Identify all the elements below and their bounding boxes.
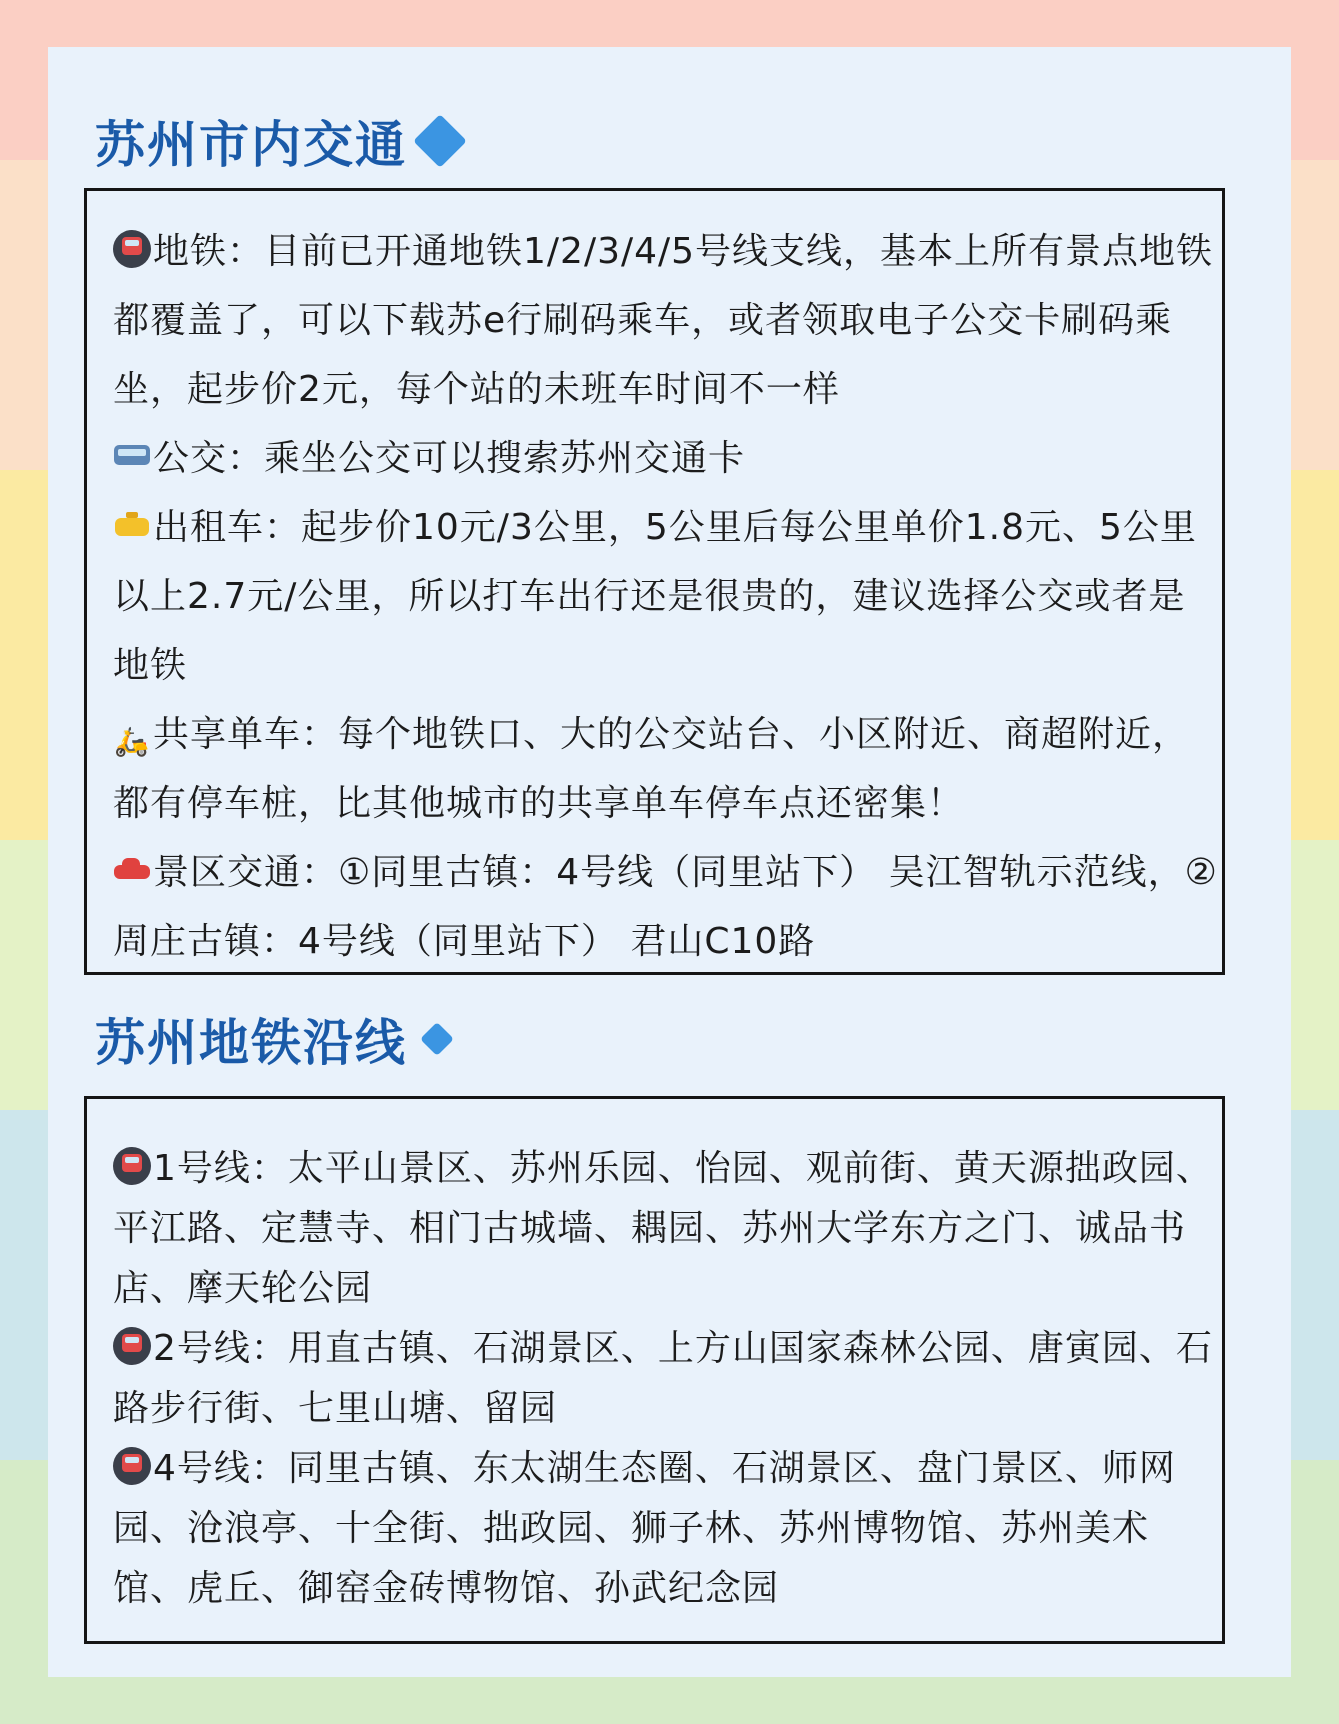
transport-item-text: 公交：乘坐公交可以搜索苏州交通卡 [153, 438, 746, 479]
diamond-icon [420, 1022, 454, 1056]
metro-line-text: 1号线：太平山景区、苏州乐园、怡园、观前街、黄天源拙政园、平江路、定慧寺、相门古城墙、耦园、苏州大学东方之门、诚品书店、摩天轮公园 [113, 1148, 1213, 1309]
transport-item-text: 景区交通：①同里古镇：4号线（同里站下） 吴江智轨示范线，②周庄古镇：4号线（同里站下） 君山C10路 [113, 852, 1218, 962]
metro-line-item [113, 1319, 1222, 1439]
section-title-city-transport [95, 105, 459, 177]
metro-icon [113, 1147, 151, 1185]
transport-item-text: 出租车：起步价10元/3公里，5公里后每公里单价1.8元、5公里以上2.7元/公里，所以打车出行还是很贵的，建议选择公交或者是地铁 [113, 507, 1197, 686]
transport-item-bus [113, 424, 1222, 493]
transport-item-taxi [113, 493, 1222, 700]
metro-line-text: 4号线：同里古镇、东太湖生态圈、石湖景区、盘门景区、师网园、沧浪亭、十全街、拙政园、狮子林、苏州博物馆、苏州美术馆、虎丘、御窑金砖博物馆、孙武纪念园 [113, 1448, 1176, 1609]
metro-lines-box [84, 1096, 1225, 1644]
metro-line-text: 2号线：用直古镇、石湖景区、上方山国家森林公园、唐寅园、石路步行街、七里山塘、留园 [113, 1328, 1213, 1429]
metro-icon [113, 230, 151, 268]
metro-icon [113, 1447, 151, 1485]
bus-icon [113, 437, 151, 475]
transport-item-scenic [113, 838, 1222, 976]
transport-item-shared-bike [113, 700, 1222, 838]
diamond-icon [413, 114, 467, 168]
metro-icon [113, 1327, 151, 1365]
scooter-icon: 🛵 [114, 725, 150, 758]
metro-line-item [113, 1439, 1222, 1619]
city-transport-box [84, 188, 1225, 975]
transport-item-text: 地铁：目前已开通地铁1/2/3/4/5号线支线，基本上所有景点地铁都覆盖了，可以下载苏e行刷码乘车，或者领取电子公交卡刷码乘坐，起步价2元，每个站的未班车时间不一样 [113, 231, 1214, 410]
metro-line-item [113, 1139, 1222, 1319]
section-title-text: 苏州地铁沿线 [95, 1014, 407, 1072]
section-title-metro-lines [95, 1003, 449, 1075]
section-title-text: 苏州市内交通 [95, 116, 407, 174]
transport-item-text: 共享单车：每个地铁口、大的公交站台、小区附近、商超附近，都有停车桩，比其他城市的共享单车停车点还密集！ [113, 714, 1190, 824]
taxi-icon [113, 506, 151, 544]
car-icon [113, 851, 151, 889]
transport-item-metro [113, 217, 1222, 424]
